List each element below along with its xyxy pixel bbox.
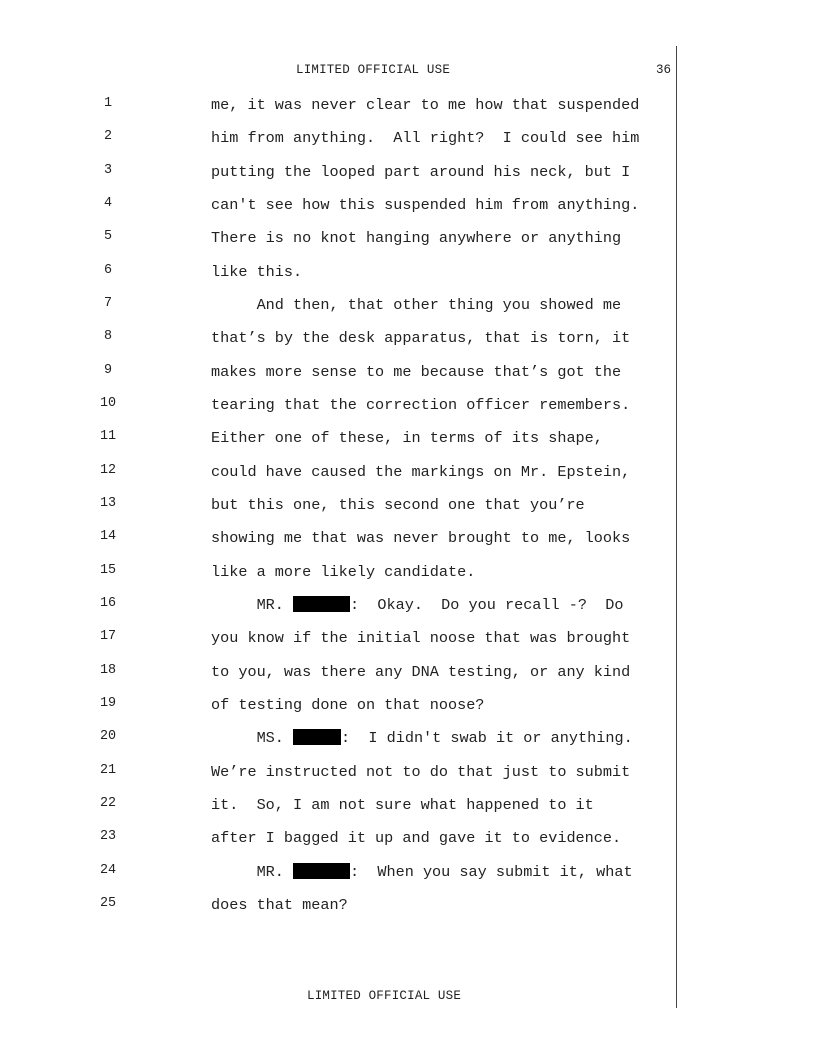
transcript-line: of testing done on that noose? <box>211 696 485 714</box>
line-number: 24 <box>99 863 117 878</box>
transcript-line: makes more sense to me because that’s got the <box>211 363 622 381</box>
speaker-prefix: MR. <box>211 596 294 614</box>
line-number: 13 <box>99 496 117 511</box>
line-number: 15 <box>99 563 117 578</box>
line-number: 1 <box>103 96 113 111</box>
line-number: 17 <box>99 629 117 644</box>
transcript-line: does that mean? <box>211 896 348 914</box>
speaker-prefix: MR. <box>211 863 294 881</box>
line-number: 6 <box>103 263 113 278</box>
transcript-line: putting the looped part around his neck, but I <box>211 163 631 181</box>
redaction-box <box>293 596 350 612</box>
footer-classification: LIMITED OFFICIAL USE <box>307 989 462 1003</box>
transcript-line: that’s by the desk apparatus, that is torn, it <box>211 329 631 347</box>
transcript-line <box>211 863 681 881</box>
line-number: 23 <box>99 829 117 844</box>
line-number: 4 <box>103 196 113 211</box>
transcript-line: Either one of these, in terms of its shape, <box>211 429 603 447</box>
line-number: 5 <box>103 229 113 244</box>
header-classification: LIMITED OFFICIAL USE <box>296 63 451 77</box>
redaction-box <box>293 729 341 745</box>
transcript-line: can't see how this suspended him from anything. <box>211 196 640 214</box>
line-number: 18 <box>99 663 117 678</box>
line-number: 3 <box>103 163 113 178</box>
transcript-line <box>211 729 681 747</box>
line-number: 14 <box>99 529 117 544</box>
transcript-line: tearing that the correction officer remembers. <box>211 396 631 414</box>
transcript-line: could have caused the markings on Mr. Epstein, <box>211 463 631 481</box>
transcript-line: to you, was there any DNA testing, or any kind <box>211 663 631 681</box>
line-number: 12 <box>99 463 117 478</box>
transcript-line: it. So, I am not sure what happened to it <box>211 796 594 814</box>
transcript-line <box>211 596 681 614</box>
transcript-line: And then, that other thing you showed me <box>211 296 622 314</box>
line-number: 9 <box>103 363 113 378</box>
transcript-line: like this. <box>211 263 303 281</box>
line-number: 2 <box>103 129 113 144</box>
line-number: 19 <box>99 696 117 711</box>
line-number: 8 <box>103 329 113 344</box>
transcript-line: him from anything. All right? I could see him <box>211 129 640 147</box>
transcript-line: but this one, this second one that you’re <box>211 496 585 514</box>
line-number: 25 <box>99 896 117 911</box>
redaction-box <box>293 863 350 879</box>
line-remainder: : When you say submit it, what <box>350 863 633 881</box>
line-number: 10 <box>99 396 117 411</box>
line-number: 11 <box>99 429 117 444</box>
transcript-line: There is no knot hanging anywhere or anything <box>211 229 622 247</box>
transcript-line: showing me that was never brought to me, looks <box>211 529 631 547</box>
transcript-line: like a more likely candidate. <box>211 563 476 581</box>
transcript-line: We’re instructed not to do that just to submit <box>211 763 631 781</box>
line-number: 21 <box>99 763 117 778</box>
line-number: 7 <box>103 296 113 311</box>
line-number: 16 <box>99 596 117 611</box>
line-remainder: : I didn't swab it or anything. <box>341 729 633 747</box>
line-number: 22 <box>99 796 117 811</box>
speaker-prefix: MS. <box>211 729 294 747</box>
line-number: 20 <box>99 729 117 744</box>
transcript-line: you know if the initial noose that was brought <box>211 629 631 647</box>
line-remainder: : Okay. Do you recall -? Do <box>350 596 624 614</box>
transcript-line: me, it was never clear to me how that suspended <box>211 96 640 114</box>
page-number: 36 <box>656 63 672 77</box>
transcript-line: after I bagged it up and gave it to evidence. <box>211 829 622 847</box>
